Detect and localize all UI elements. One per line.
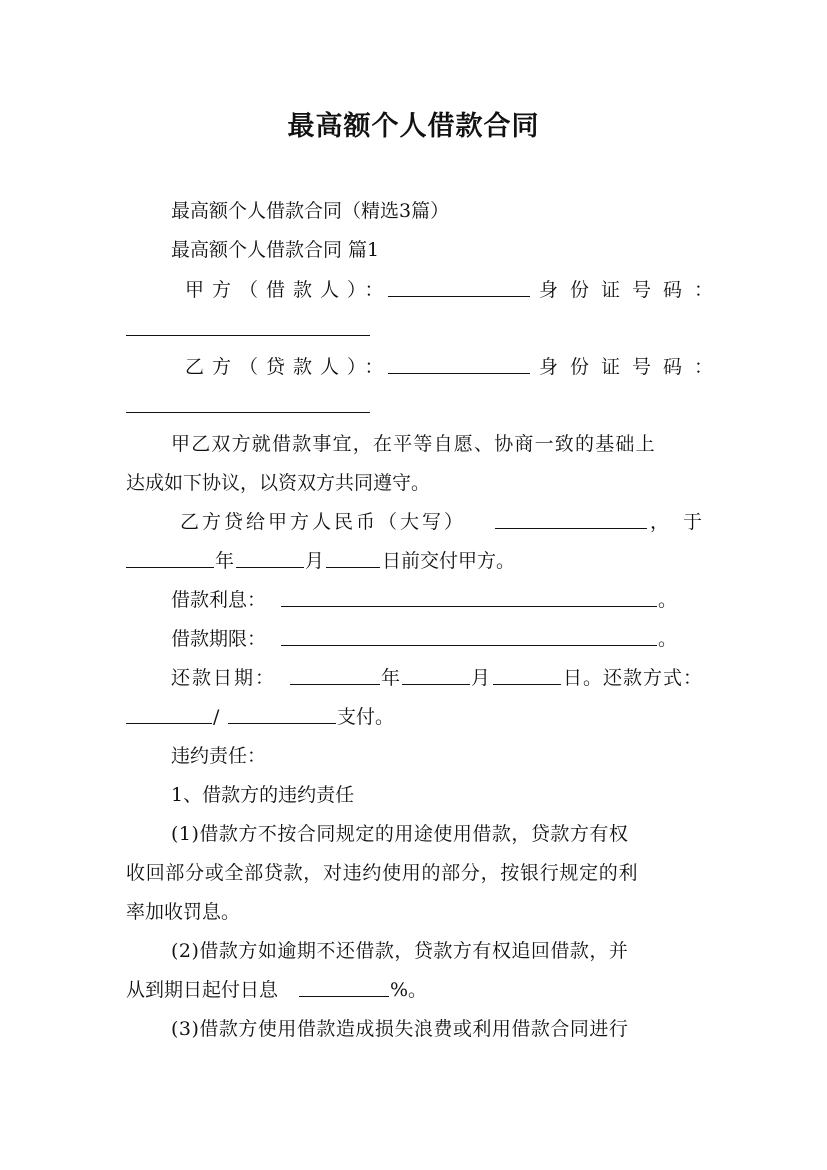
interest-end: 。 <box>658 589 678 611</box>
interest-label: 借款利息： <box>171 589 267 611</box>
repay-day-blank <box>493 684 561 685</box>
term-label: 借款期限： <box>171 628 267 650</box>
item-1-heading: 1、借款方的违约责任 <box>171 784 355 806</box>
loan-comma: ， <box>650 511 670 533</box>
repay-pay: 支付。 <box>337 706 395 728</box>
repay-month-label: 月 <box>471 667 491 689</box>
party-a-label: 甲方（借款人）： <box>185 279 392 301</box>
item-1-3-line-1: (3)借款方使用借款造成损失浪费或利用借款合同进行 <box>171 1018 629 1040</box>
item-1-2-line-2-post: %。 <box>390 979 428 1001</box>
repay-method-blank-1 <box>126 723 212 724</box>
breach-heading: 违约责任： <box>171 745 267 767</box>
daily-interest-blank <box>299 996 389 997</box>
item-1-2-line-1: (2)借款方如逾期不还借款，贷款方有权追回借款，并 <box>171 940 629 962</box>
part-heading: 最高额个人借款合同 篇1 <box>171 239 380 261</box>
repay-month-blank <box>402 684 470 685</box>
loan-prefix: 乙方贷给甲方人民币（大写） <box>180 511 467 533</box>
loan-day-tail: 日前交付甲方。 <box>382 550 516 572</box>
party-a-id-blank <box>126 335 370 336</box>
party-b-id-blank <box>126 412 370 413</box>
repay-year-label: 年 <box>381 667 401 689</box>
agreement-line-2: 达成如下协议，以资双方共同遵守。 <box>126 472 431 494</box>
repay-label: 还款日期： <box>171 667 277 689</box>
item-1-1-line-2: 收回部分或全部贷款，对违约使用的部分，按银行规定的利 <box>126 862 639 884</box>
term-blank <box>281 645 657 646</box>
item-1-1-line-3: 率加收罚息。 <box>126 901 241 923</box>
repay-method-blank-2 <box>228 723 336 724</box>
party-b-label: 乙方（贷款人）： <box>185 356 392 378</box>
loan-year-blank <box>126 567 214 568</box>
item-1-2-line-2-pre: 从到期日起付日息 <box>126 979 279 1001</box>
item-1-1-line-1: (1)借款方不按合同规定的用途使用借款，贷款方有权 <box>171 823 629 845</box>
loan-yu: 于 <box>683 511 703 533</box>
loan-year-label: 年 <box>215 550 235 572</box>
repay-day-label: 日。还款方式： <box>563 667 704 689</box>
loan-amount-blank <box>495 528 647 529</box>
loan-month-blank <box>236 567 304 568</box>
document-title: 最高额个人借款合同 <box>287 111 540 142</box>
loan-month-label: 月 <box>305 550 325 572</box>
party-b-id-label: 身份证号码： <box>539 356 726 378</box>
agreement-line-1: 甲乙双方就借款事宜，在平等自愿、协商一致的基础上 <box>171 433 656 455</box>
document-subtitle: 最高额个人借款合同（精选3篇） <box>171 200 450 222</box>
term-end: 。 <box>658 628 678 650</box>
party-a-id-label: 身份证号码： <box>539 279 726 301</box>
party-b-name-blank <box>388 373 530 374</box>
interest-blank <box>281 606 657 607</box>
repay-slash: / <box>213 706 220 728</box>
repay-year-blank <box>290 684 380 685</box>
party-a-name-blank <box>388 296 530 297</box>
loan-day-blank <box>326 567 380 568</box>
